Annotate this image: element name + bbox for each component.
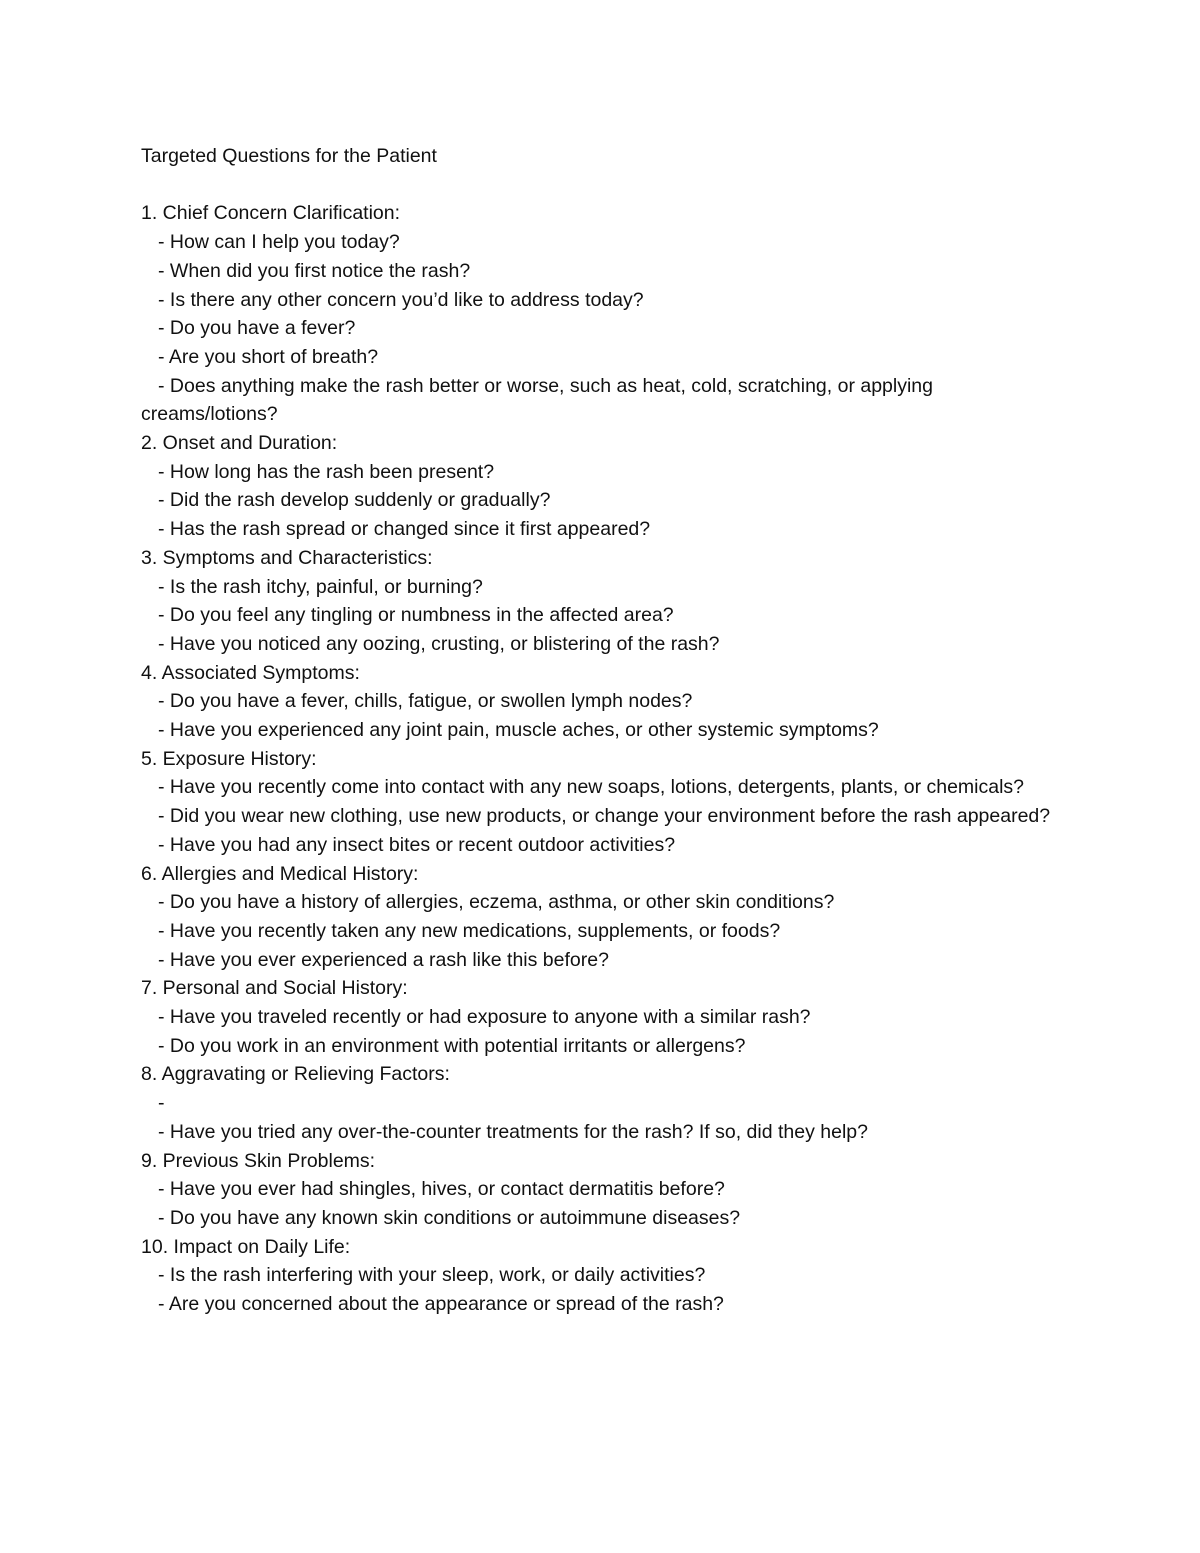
question-text: Do you feel any tingling or numbness in the affected area?	[169, 604, 674, 627]
question-text: Is there any other concern you’d like to address today?	[169, 288, 644, 311]
question-text: Do you work in an environment with potential irritants or allergens?	[169, 1034, 746, 1057]
question-text: Do you have a history of allergies, eczema, asthma, or other skin conditions?	[169, 891, 835, 914]
question-text: Did you wear new clothing, use new products, or change your environment before the rash appeared?	[169, 805, 1051, 828]
question-item: - Have you noticed any oozing, crusting, or blistering of the rash?	[158, 632, 720, 655]
question-list	[141, 773, 1061, 859]
section-heading: 9. Previous Skin Problems:	[141, 1149, 376, 1172]
document-title: Targeted Questions for the Patient	[141, 145, 437, 167]
section-5	[141, 745, 1061, 860]
section-3	[141, 544, 1061, 659]
question-text: Are you concerned about the appearance or spread of the rash?	[168, 1293, 724, 1316]
section-8	[141, 1060, 1061, 1146]
question-item-empty: -	[158, 1092, 165, 1115]
section-1	[141, 199, 1061, 429]
question-text: Have you recently come into contact with any new soaps, lotions, detergents, plants, or chemicals?	[169, 776, 1025, 799]
question-text: Have you ever experienced a rash like this before?	[169, 948, 609, 971]
section-heading: 6. Allergies and Medical History:	[141, 862, 419, 885]
question-item: - Are you short of breath?	[158, 345, 379, 368]
question-list	[141, 573, 1061, 659]
question-text: Have you tried any over-the-counter treatments for the rash? If so, did they help?	[169, 1120, 868, 1143]
section-heading: 5. Exposure History:	[141, 747, 317, 770]
question-text: Has the rash spread or changed since it first appeared?	[169, 518, 651, 541]
question-text: Have you had any insect bites or recent outdoor activities?	[169, 833, 676, 856]
section-10	[141, 1233, 1061, 1319]
section-9	[141, 1147, 1061, 1233]
question-item: - How long has the rash been present?	[158, 460, 495, 483]
question-text: Have you ever had shingles, hives, or contact dermatitis before?	[169, 1178, 725, 1201]
question-item: - When did you first notice the rash?	[158, 259, 471, 282]
question-text: Does anything make the rash better or worse, such as heat, cold, scratching, or applying creams/lotions?	[141, 374, 933, 426]
question-item: - Do you have a fever?	[158, 317, 356, 340]
question-text: Have you experienced any joint pain, muscle aches, or other systemic symptoms?	[169, 719, 879, 742]
section-7	[141, 974, 1061, 1060]
section-heading: 7. Personal and Social History:	[141, 977, 408, 1000]
section-heading: 4. Associated Symptoms:	[141, 661, 360, 684]
question-item: - Have you traveled recently or had exposure to anyone with a similar rash?	[158, 1006, 811, 1029]
question-list	[141, 1261, 1061, 1318]
question-text: Is the rash itchy, painful, or burning?	[169, 575, 483, 598]
question-item: - How can I help you today?	[158, 231, 400, 254]
question-text: Is the rash interfering with your sleep, work, or daily activities?	[169, 1264, 706, 1287]
question-item: - Have you tried any over-the-counter treatments for the rash? If so, did they help?	[158, 1120, 868, 1143]
question-item: - Do you have a history of allergies, eczema, asthma, or other skin conditions?	[158, 891, 835, 914]
question-list	[141, 1089, 1061, 1146]
question-text: Are you short of breath?	[168, 345, 379, 368]
question-list	[141, 228, 1061, 429]
question-item: - Have you experienced any joint pain, muscle aches, or other systemic symptoms?	[158, 719, 879, 742]
section-2	[141, 429, 1061, 544]
question-item: - Do you have a fever, chills, fatigue, or swollen lymph nodes?	[158, 690, 693, 713]
question-text: Have you traveled recently or had exposure to anyone with a similar rash?	[169, 1006, 811, 1029]
question-list	[141, 888, 1061, 974]
question-item: - Did you wear new clothing, use new products, or change your environment before the rash appeared?	[158, 805, 1051, 828]
question-item: - Do you work in an environment with potential irritants or allergens?	[158, 1034, 746, 1057]
section-4	[141, 659, 1061, 745]
question-item: - Did the rash develop suddenly or gradually?	[158, 489, 551, 512]
question-item: - Have you had any insect bites or recent outdoor activities?	[158, 833, 676, 856]
question-list	[141, 687, 1061, 744]
section-heading: 10. Impact on Daily Life:	[141, 1235, 351, 1258]
question-text: Do you have a fever?	[169, 317, 356, 340]
question-text: Did the rash develop suddenly or gradually?	[169, 489, 551, 512]
question-text: Have you recently taken any new medications, supplements, or foods?	[169, 919, 781, 942]
section-heading: 1. Chief Concern Clarification:	[141, 202, 401, 225]
question-item: - Is there any other concern you’d like to address today?	[158, 288, 644, 311]
question-item: - Do you have any known skin conditions or autoimmune diseases?	[158, 1207, 741, 1229]
question-text: Do you have any known skin conditions or autoimmune diseases?	[169, 1207, 741, 1229]
question-item: - Is the rash interfering with your sleep, work, or daily activities?	[158, 1264, 706, 1287]
question-item: - Are you concerned about the appearance or spread of the rash?	[158, 1293, 724, 1316]
question-list	[141, 1003, 1061, 1060]
section-heading: 3. Symptoms and Characteristics:	[141, 546, 433, 569]
document-body	[141, 142, 1061, 1319]
question-item: - Have you ever had shingles, hives, or contact dermatitis before?	[158, 1178, 725, 1201]
question-item: - Have you recently taken any new medications, supplements, or foods?	[158, 919, 781, 942]
question-item: - Has the rash spread or changed since it first appeared?	[158, 518, 651, 541]
section-6	[141, 860, 1061, 975]
question-text: Do you have a fever, chills, fatigue, or swollen lymph nodes?	[169, 690, 693, 713]
question-item: - Does anything make the rash better or worse, such as heat, cold, scratching, or applying creams/lotions?	[141, 374, 933, 426]
question-item: - Do you feel any tingling or numbness in the affected area?	[158, 604, 674, 627]
section-heading: 2. Onset and Duration:	[141, 432, 338, 455]
question-text: How can I help you today?	[169, 231, 400, 254]
question-item: - Have you ever experienced a rash like this before?	[158, 948, 609, 971]
question-list	[141, 1175, 1061, 1232]
question-text: Have you noticed any oozing, crusting, or blistering of the rash?	[169, 632, 720, 655]
question-item: - Is the rash itchy, painful, or burning?	[158, 575, 483, 598]
question-text: When did you first notice the rash?	[169, 259, 471, 282]
section-heading: 8. Aggravating or Relieving Factors:	[141, 1063, 450, 1086]
question-text: How long has the rash been present?	[169, 460, 495, 483]
question-list	[141, 458, 1061, 544]
question-item: - Have you recently come into contact with any new soaps, lotions, detergents, plants, or chemicals?	[158, 776, 1025, 799]
